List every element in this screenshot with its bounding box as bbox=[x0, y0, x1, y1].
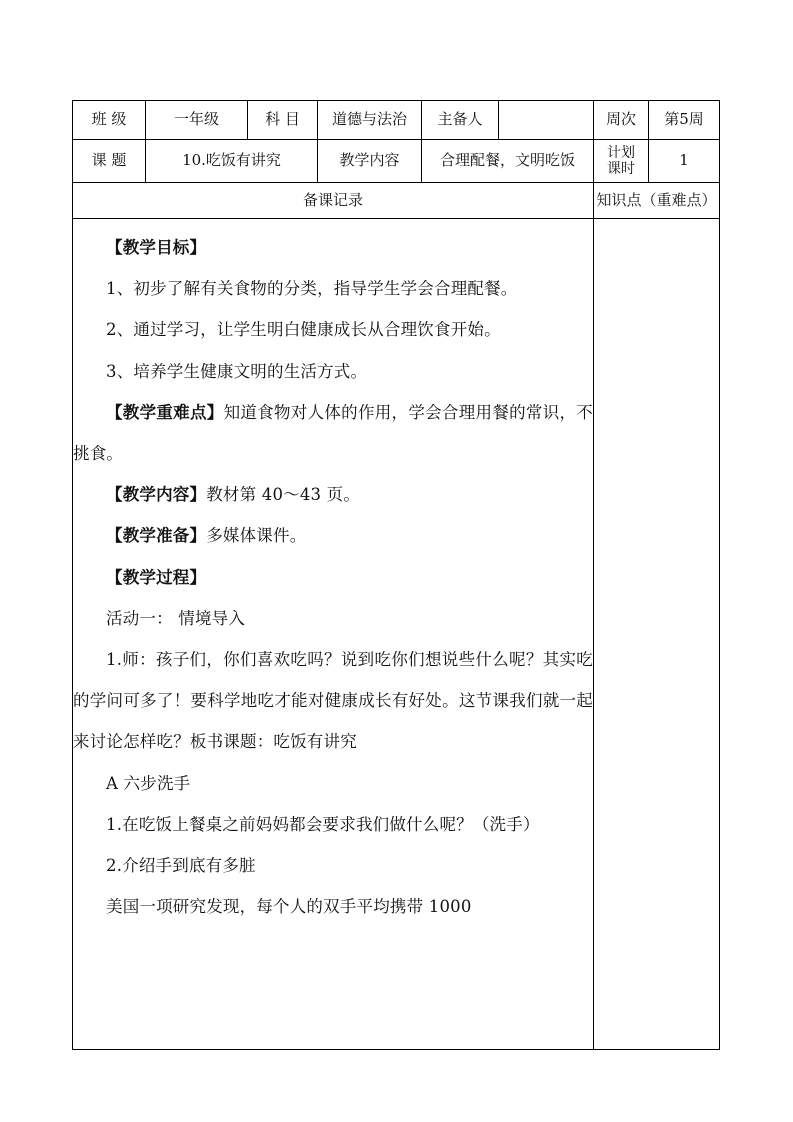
lesson-records-cell bbox=[73, 219, 594, 1050]
week-value: 第5周 bbox=[649, 101, 720, 140]
lesson-plan-table bbox=[72, 100, 720, 1050]
subject-value: 道德与法治 bbox=[318, 101, 422, 140]
process-paragraph-3: 2.介绍手到底有多脏 bbox=[106, 856, 256, 876]
knowledge-points-cell bbox=[594, 219, 720, 1050]
records-title: 备课记录 bbox=[73, 183, 594, 219]
goal-item-1: 1、初步了解有关食物的分类，指导学生学会合理配餐。 bbox=[106, 279, 518, 299]
process-heading: 【教学过程】 bbox=[106, 567, 207, 587]
lesson-plan-page bbox=[72, 100, 719, 1051]
process-paragraph-1: 1.师：孩子们，你们喜欢吃吗？说到吃你们想说些什么呢？其实吃的学问可多了！要科学地吃才能对健康成长有好处。这节课我们就一起来讨论怎样吃？板书课题：吃饭有讲究 bbox=[73, 650, 593, 752]
planned-hours-label-line2: 课时 bbox=[607, 161, 635, 177]
planned-hours-value: 1 bbox=[649, 140, 720, 183]
teaching-content-heading: 【教学内容】 bbox=[106, 485, 207, 505]
class-value: 一年级 bbox=[146, 101, 248, 140]
preparer-label: 主备人 bbox=[422, 101, 499, 140]
teaching-prep-heading: 【教学准备】 bbox=[106, 526, 207, 546]
key-points-paragraph bbox=[73, 392, 593, 474]
goal-heading: 【教学目标】 bbox=[106, 238, 207, 257]
header-row-1 bbox=[73, 101, 720, 140]
body-row bbox=[73, 219, 720, 1050]
planned-hours-label bbox=[594, 140, 649, 183]
topic-label: 课 题 bbox=[73, 140, 146, 183]
goal-item-3: 3、培养学生健康文明的生活方式。 bbox=[106, 361, 368, 381]
content-label: 教学内容 bbox=[318, 140, 422, 183]
content-value: 合理配餐，文明吃饭 bbox=[422, 140, 594, 183]
week-label: 周次 bbox=[594, 101, 649, 140]
activity-1-title: 活动一： 情境导入 bbox=[106, 608, 246, 628]
process-paragraph-4: 美国一项研究发现，每个人的双手平均携带 1000 bbox=[106, 897, 472, 917]
section-title-row bbox=[73, 183, 720, 219]
lesson-records-text bbox=[73, 219, 593, 927]
section-a-title: A 六步洗手 bbox=[106, 773, 191, 793]
teaching-content-paragraph bbox=[73, 474, 593, 515]
process-paragraph-2: 1.在吃饭上餐桌之前妈妈都会要求我们做什么呢？（洗手） bbox=[106, 814, 540, 834]
goal-item-2: 2、通过学习，让学生明白健康成长从合理饮食开始。 bbox=[106, 320, 501, 340]
planned-hours-label-line1: 计划 bbox=[607, 144, 635, 161]
subject-label: 科 目 bbox=[248, 101, 318, 140]
teaching-content-text: 教材第 40～43 页。 bbox=[206, 485, 361, 505]
header-row-2 bbox=[73, 140, 720, 183]
teaching-prep-text: 多媒体课件。 bbox=[206, 526, 307, 546]
teaching-prep-paragraph bbox=[73, 515, 593, 556]
knowledge-title: 知识点（重难点） bbox=[594, 183, 720, 219]
key-points-heading: 【教学重难点】 bbox=[106, 402, 224, 422]
preparer-value bbox=[499, 101, 594, 140]
topic-value: 10.吃饭有讲究 bbox=[146, 140, 318, 183]
key-points-text: 知道食物对人体的作用，学会合理用餐的常识，不挑食。 bbox=[73, 402, 593, 464]
class-label: 班 级 bbox=[73, 101, 146, 140]
